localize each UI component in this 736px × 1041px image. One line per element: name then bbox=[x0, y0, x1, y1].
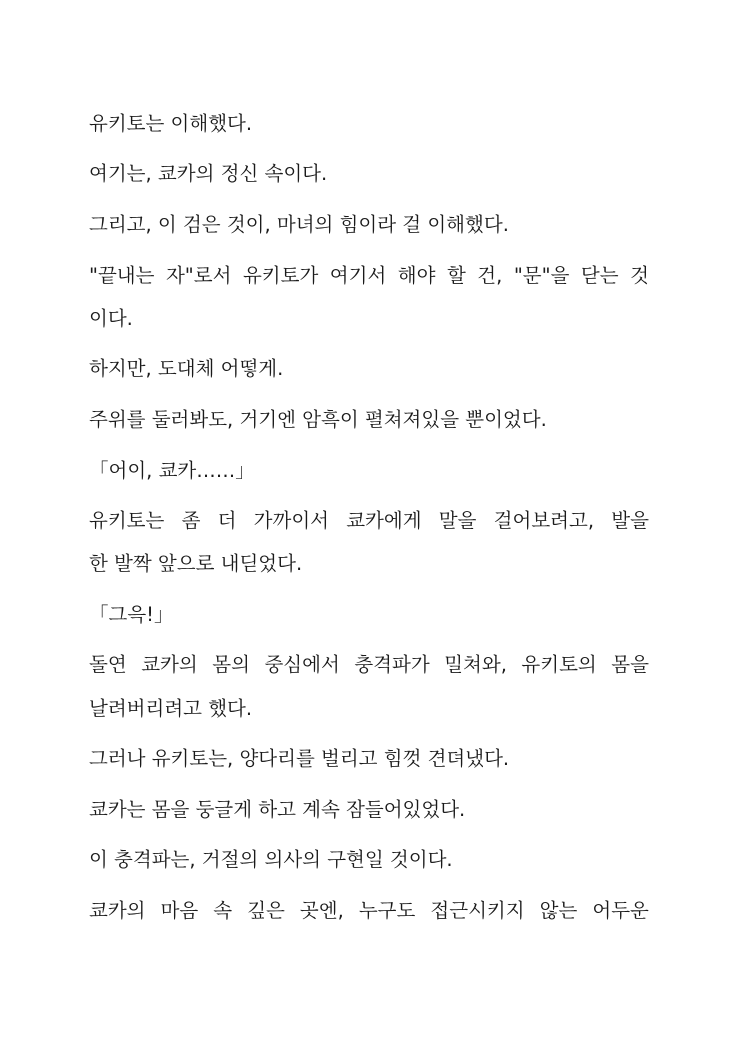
word: 말을 bbox=[438, 509, 477, 532]
text-line: 유키토는 이해했다. bbox=[89, 112, 253, 135]
text-line: 쿄카는 몸을 둥글게 하고 계속 잠들어있었다. bbox=[89, 798, 466, 821]
text-line bbox=[89, 509, 649, 533]
text-line bbox=[89, 264, 649, 288]
word: 해야 bbox=[397, 264, 436, 287]
word: 중심에서 bbox=[264, 653, 340, 676]
word: 쿄카의 bbox=[89, 899, 146, 922]
text-line: 「그윽!」 bbox=[89, 603, 174, 626]
text-line bbox=[89, 899, 649, 923]
word: 않는 bbox=[539, 899, 578, 922]
word: 자"로서 bbox=[165, 264, 232, 287]
word: 몸의 bbox=[212, 653, 250, 676]
word: 접근시키지 bbox=[430, 899, 525, 922]
word: 할 bbox=[446, 264, 466, 287]
word: 깊은 bbox=[247, 899, 285, 922]
text-line: 하지만, 도대체 어떻게. bbox=[89, 357, 284, 380]
word: 충격파가 bbox=[354, 653, 430, 676]
word: 누구도 bbox=[358, 899, 416, 922]
word: 돌연 bbox=[89, 653, 127, 676]
text-line: 여기는, 쿄카의 정신 속이다. bbox=[89, 162, 328, 185]
word: 유키토가 bbox=[242, 264, 319, 287]
text-line bbox=[89, 653, 649, 677]
word: 유키토는 bbox=[89, 509, 165, 532]
word: 밀쳐와, bbox=[444, 653, 507, 676]
text-line: 날려버리려고 했다. bbox=[89, 697, 253, 720]
text-line: 이 충격파는, 거절의 의사의 구현일 것이다. bbox=[89, 848, 453, 871]
word: 가까이서 bbox=[253, 509, 330, 532]
text-line: 한 발짝 앞으로 내딛었다. bbox=[89, 552, 303, 575]
text-line: 그러나 유키토는, 양다리를 벌리고 힘껏 견뎌냈다. bbox=[89, 747, 510, 770]
word: 어두운 bbox=[592, 899, 649, 922]
word: 발을 bbox=[611, 509, 649, 532]
word: 쿄카에게 bbox=[346, 509, 422, 532]
word: "끝내는 bbox=[89, 264, 155, 287]
text-line: 그리고, 이 검은 것이, 마녀의 힘이라 걸 이해했다. bbox=[89, 213, 509, 236]
word: 곳엔, bbox=[299, 899, 344, 922]
word: 몸을 bbox=[611, 653, 649, 676]
word: 좀 bbox=[181, 509, 201, 532]
word: 닫는 bbox=[580, 264, 619, 287]
text-line: 주위를 둘러봐도, 거기엔 암흑이 펼쳐져있을 뿐이었다. bbox=[89, 408, 547, 431]
text-line: 이다. bbox=[89, 307, 133, 330]
word: 것 bbox=[630, 264, 649, 287]
word: 더 bbox=[217, 509, 237, 532]
word: 건, bbox=[477, 264, 503, 287]
word: 속 bbox=[213, 899, 233, 922]
word: 마음 bbox=[160, 899, 199, 922]
word: 걸어보려고, bbox=[493, 509, 595, 532]
text-line: 「어이, 쿄카……」 bbox=[89, 459, 255, 482]
word: 유키토의 bbox=[521, 653, 597, 676]
word: 쿄카의 bbox=[141, 653, 198, 676]
word: 여기서 bbox=[329, 264, 387, 287]
word: "문"을 bbox=[513, 264, 570, 287]
